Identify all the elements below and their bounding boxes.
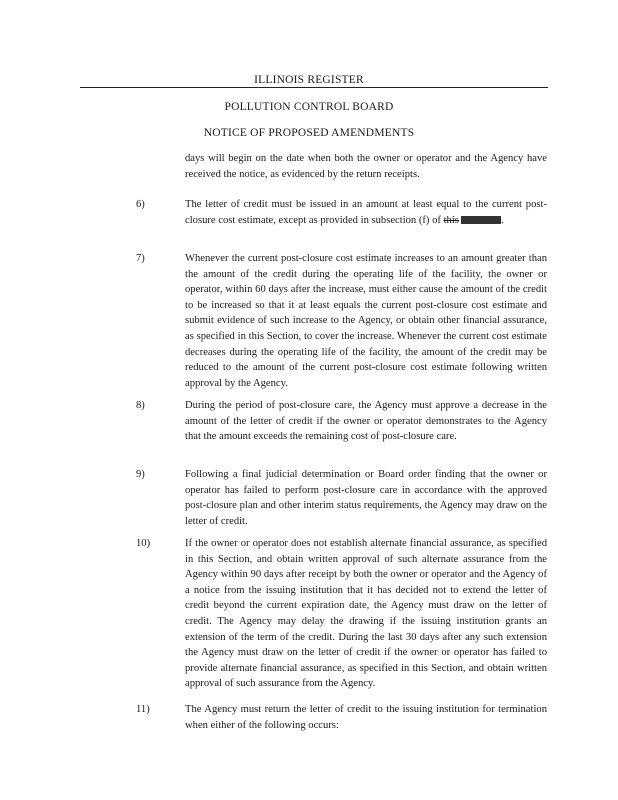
item-text-6 [185, 197, 547, 228]
item-number-8: 8) [136, 400, 145, 411]
redaction-mark [461, 216, 501, 224]
item-number-11: 11) [136, 704, 150, 715]
board-title: POLLUTION CONTROL BOARD [224, 101, 394, 113]
item-text-11: The Agency must return the letter of credit to the issuing institution for termination when either of the following occurs: [185, 704, 547, 731]
item-number-10: 10) [136, 538, 151, 549]
item-number-7: 7) [136, 253, 145, 264]
item-6-struck-text: this [443, 214, 459, 226]
item-number-6: 6) [136, 199, 145, 210]
item-text-9: Following a final judicial determination or Board order finding that the owner or operator has failed to perform post-closure care in accordance with the approved post-closure plan and other interim status requirements, the Agency may draw on the letter of credit. [185, 469, 547, 527]
item-6-body: The letter of credit must be issued in an amount at least equal to the current post-closure cost estimate, except as provided in subsection (f) of [185, 199, 547, 226]
item-6-end: . [500, 214, 504, 226]
item-text-8: During the period of post-closure care, the Agency must approve a decrease in the amount of the letter of credit if the owner or operator demonstrates to the Agency that the amount exceeds the remaining cost of post-closure care. [185, 400, 547, 443]
notice-title: NOTICE OF PROPOSED AMENDMENTS [203, 127, 415, 139]
register-title: ILLINOIS REGISTER [254, 74, 364, 86]
header-rule [80, 87, 548, 88]
item-text-10: If the owner or operator does not establish alternate financial assurance, as specified in this Section, and obtain written approval of such alternate assurance from the Agency within 90 days after receipt by both the owner or operator and the Agency of a notice from the issuing institution that it has decided not to extend the letter of credit beyond the current expiration date, the Agency must draw on the letter of credit. The Agency may delay the drawing if the issuing institution grants an extension of the term of the credit. During the last 30 days after any such extension the Agency must draw on the letter of credit if the owner or operator has failed to provide alternate financial assurance, as specified in this Section, and obtain written approval of such assurance from the Agency. [185, 538, 547, 690]
item-number-9: 9) [136, 469, 145, 480]
continuation-paragraph: days will begin on the date when both the owner or operator and the Agency have received the notice, as evidenced by the return receipts. [185, 153, 547, 180]
item-text-7: Whenever the current post-closure cost estimate increases to an amount greater than the amount of the credit during the operating life of the facility, the owner or operator, within 60 days after the increase, must either cause the amount of the credit to be increased so that it at least equals the current post-closure cost estimate and submit evidence of such increase to the Agency, or obtain other financial assurance, as specified in this Section, to cover the increase. Whenever the current cost estimate decreases during the operating life of the facility, the amount of the credit may be reduced to the amount of the current post-closure cost estimate following written approval by the Agency. [185, 253, 547, 389]
